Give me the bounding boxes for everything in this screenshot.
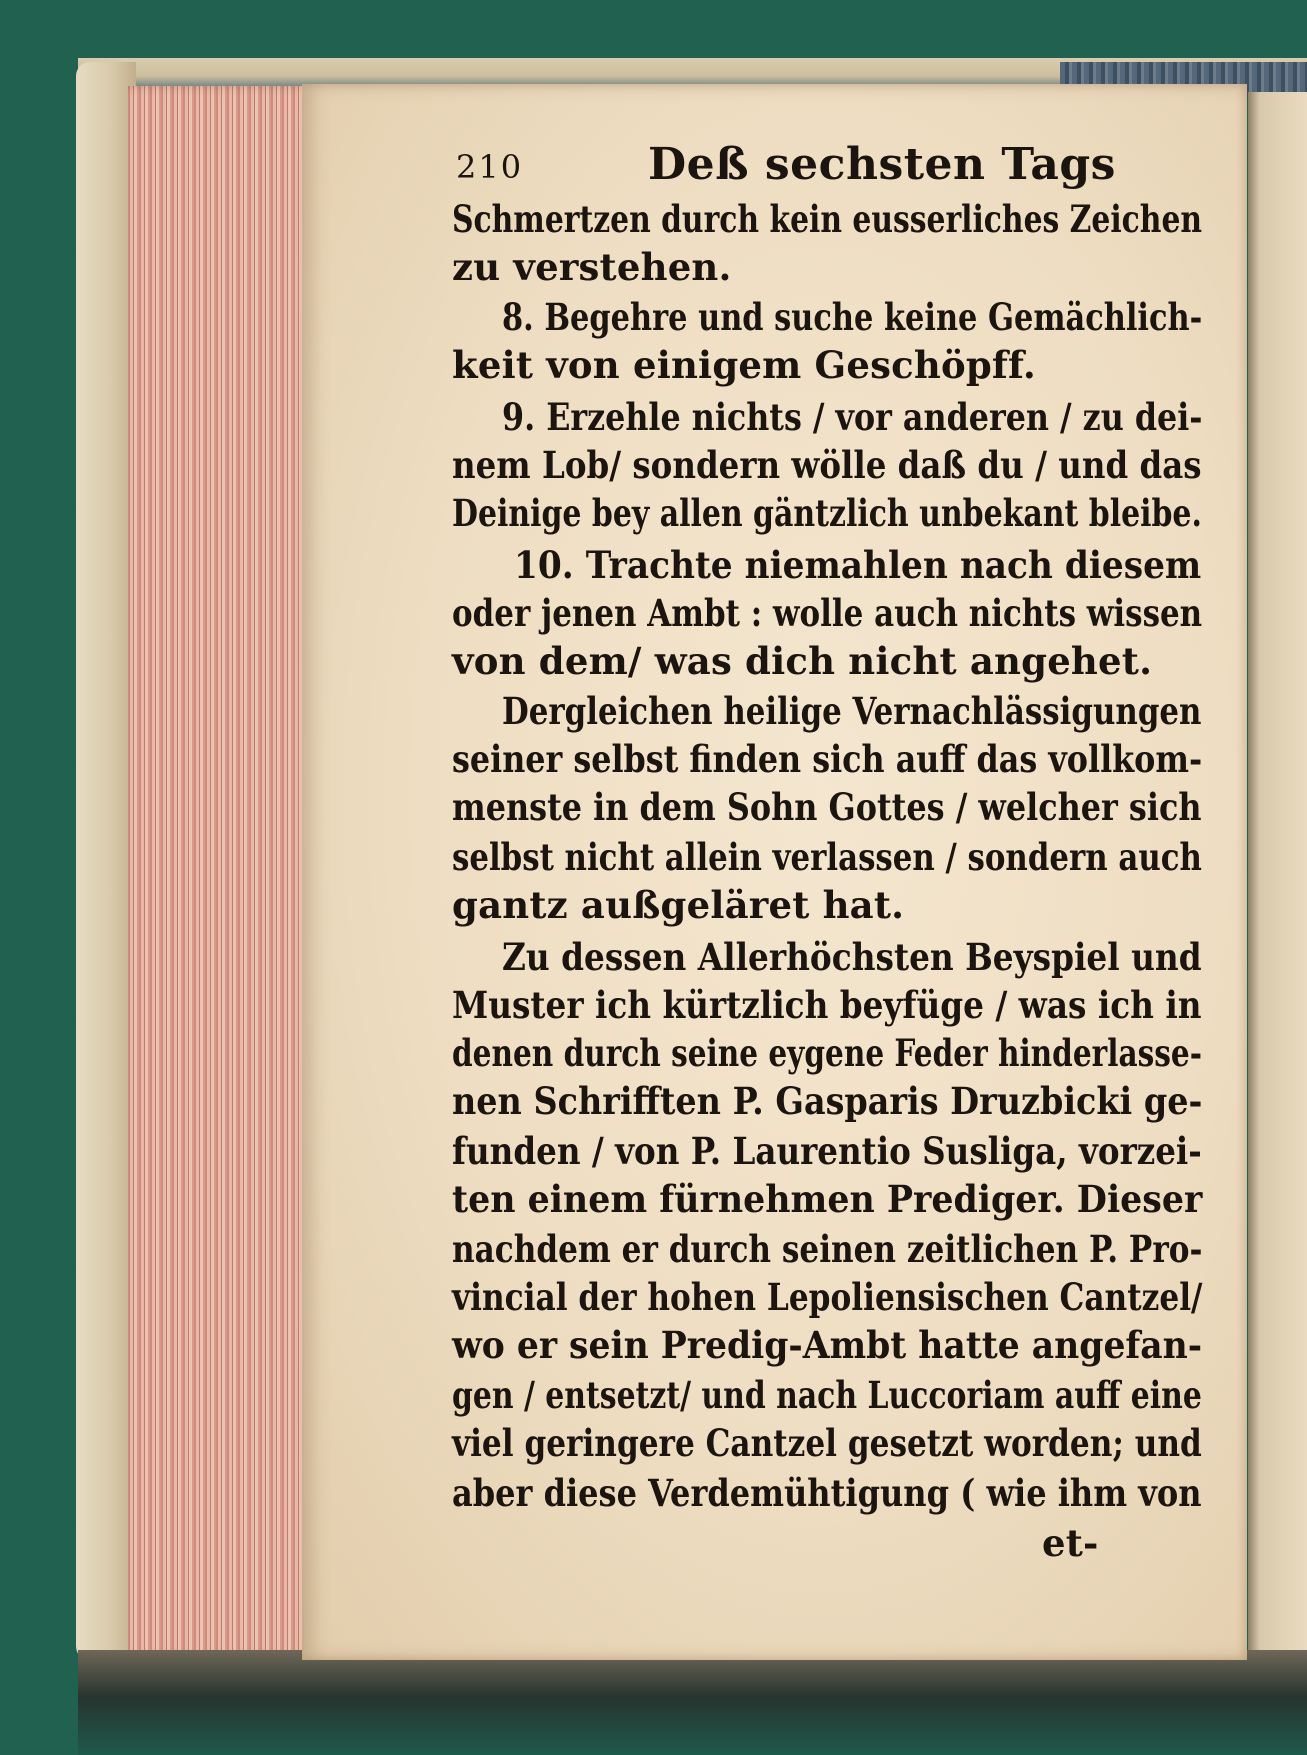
text-line: funden / von P. Laurentio Susliga, vorzei- <box>452 1129 1202 1173</box>
text-line: oder jenen Ambt : wolle auch nichts wissen <box>452 591 1203 635</box>
text-line: zu verstehen. <box>452 245 732 289</box>
text-line: nachdem er durch seinen zeitlichen P. Pro- <box>452 1227 1203 1271</box>
page-number: 210 <box>456 148 524 186</box>
text-line: Muster ich kürtzlich beyfüge / was ich in <box>452 983 1202 1027</box>
text-line: Schmertzen durch kein eusserliches Zeichen <box>452 197 1203 241</box>
book-page <box>302 84 1247 1660</box>
text-line: nen Schrifften P. Gasparis Druzbicki ge- <box>452 1079 1203 1123</box>
text-line: Zu dessen Allerhöchsten Beyspiel und <box>502 935 1202 979</box>
text-line: Dergleichen heilige Vernachlässigungen <box>502 689 1202 733</box>
text-line: gen / entsetzt/ und nach Luccoriam auff eine <box>452 1373 1202 1417</box>
text-line: gantz außgeläret hat. <box>452 883 905 927</box>
text-line: 9. Erzehle nichts / vor anderen / zu dei- <box>502 395 1203 439</box>
text-line: viel geringere Cantzel gesetzt worden; und <box>452 1421 1202 1465</box>
text-line: keit von einigem Geschöpff. <box>452 343 1036 387</box>
text-line: menste in dem Sohn Gottes / welcher sich <box>452 785 1202 829</box>
text-line: von dem/ was dich nicht angehet. <box>452 639 1153 683</box>
facing-page-edge <box>1248 92 1307 1672</box>
text-line: aber diese Verdemühtigung ( wie ihm von <box>452 1471 1202 1515</box>
text-line: ten einem fürnehmen Prediger. Dieser <box>452 1177 1203 1221</box>
text-line: seiner selbst finden sich auff das vollkom- <box>452 737 1203 781</box>
text-line: 10. Trachte niemahlen nach diesem <box>514 543 1202 587</box>
page-text <box>302 84 1247 1660</box>
bottom-shadow <box>78 1650 1307 1755</box>
text-line: selbst nicht allein verlassen / sondern auch <box>452 835 1202 879</box>
text-line: 8. Begehre und suche keine Gemächlich- <box>502 295 1203 339</box>
page-edges-red <box>128 86 314 1658</box>
text-line: vincial der hohen Lepoliensischen Cantzel/ <box>452 1275 1203 1319</box>
text-line: denen durch seine eygene Feder hinderlasse- <box>452 1031 1202 1075</box>
text-line: Deinige bey allen gäntzlich unbekant bleibe. <box>452 491 1202 535</box>
text-line: wo er sein Predig-Ambt hatte angefan- <box>452 1323 1203 1367</box>
running-head: Deß sechsten Tags <box>648 139 1116 190</box>
vellum-binding <box>76 62 136 1662</box>
text-line: nem Lob/ sondern wölle daß du / und das <box>452 443 1202 487</box>
catchword: et- <box>1042 1521 1099 1565</box>
